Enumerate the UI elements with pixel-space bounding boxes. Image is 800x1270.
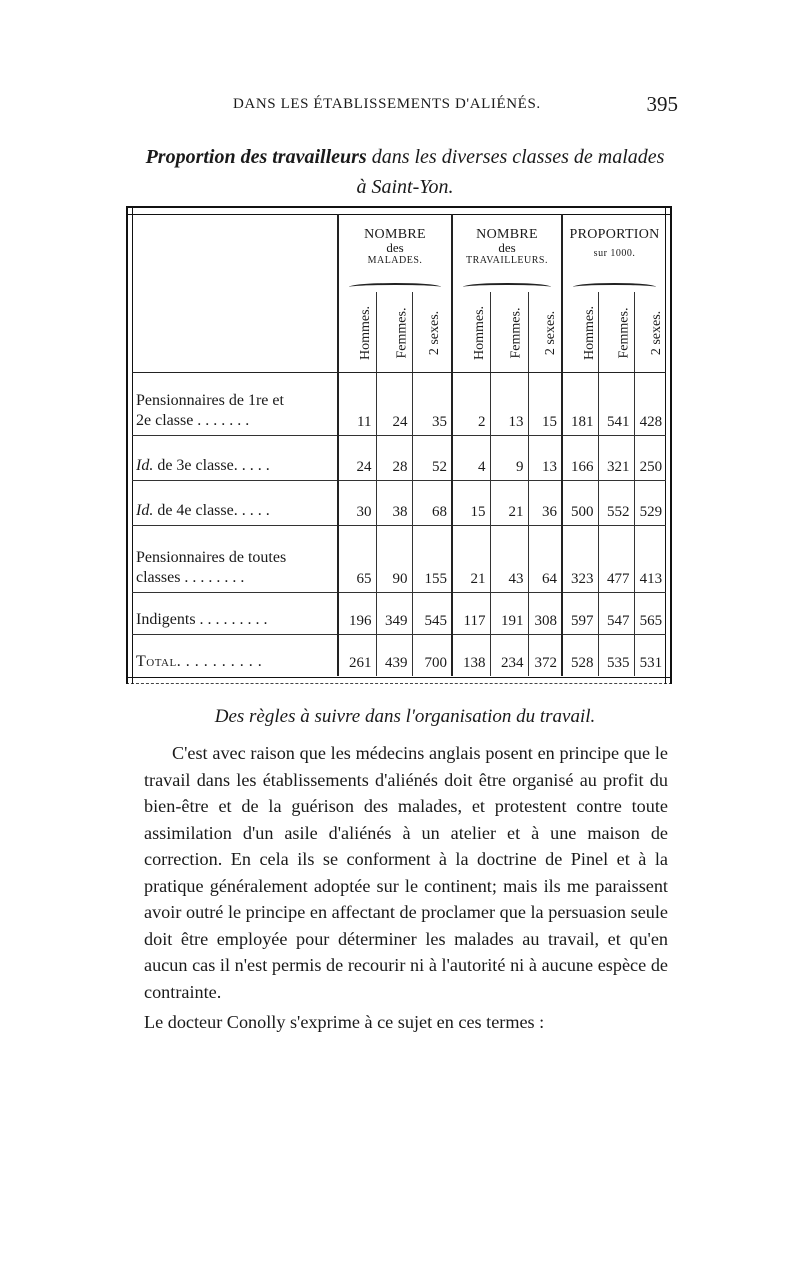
running-title: DANS LES ÉTABLISSEMENTS D'ALIÉNÉS. <box>233 96 541 112</box>
row-label: Id. de 4e classe. . . . . <box>132 481 338 526</box>
table-caption <box>125 142 685 202</box>
group-header-malades: NOMBRE des MALADES. <box>338 214 452 282</box>
group-header-proportion: PROPORTION sur 1000. <box>562 214 666 282</box>
subcol-label: 2 sexes. <box>542 310 558 356</box>
section-title: Des règles à suivre dans l'organisation du travail. <box>214 706 596 727</box>
subcol-label: Femmes. <box>616 307 632 359</box>
subcolumn-header-row <box>132 292 666 373</box>
paragraph: C'est avec raison que les médecins anglais posent en principe que le travail dans les établissements d'aliénés doit être organisé au profit du bien-être et de la guérison des malades, et protestent contre toute assimilation d'un asile d'aliénés à un atelier et à une maison de correction. En cela ils se conforment à la doctrine de Pinel et à la pratique généralement adoptée sur le continent; mais ils me paraissent avoir outré le principe en affectant de proclamer que la persuasion seule doit être employée pour déterminer les malades au travail, et qu'en aucun cas il n'est permis de recourir ni à l'autorité ni à aucune espèce de contrainte. <box>144 743 668 1002</box>
stats-table-frame <box>126 206 672 684</box>
subcol-label: Hommes. <box>582 305 598 361</box>
row-label: Pensionnaires de 1re et 2e classe . . . . . . . <box>132 373 338 436</box>
caption-bold: Proportion des travailleurs <box>145 146 367 168</box>
row-label: Pensionnaires de toutes classes . . . . . . . . <box>132 526 338 593</box>
running-header <box>130 92 678 122</box>
table-row-total: Total. . . . . . . . . . 261 439 700 138 234 372 528 535 531 <box>132 635 666 677</box>
row-label: Id. de 3e classe. . . . . <box>132 436 338 481</box>
subcol-label: 2 sexes. <box>648 310 664 356</box>
page-number: 395 <box>646 92 678 116</box>
table-row: Id. de 3e classe. . . . . 24 28 52 4 9 13 166 321 250 <box>132 436 666 481</box>
subcol-label: 2 sexes. <box>426 310 442 356</box>
subcol-label: Hommes. <box>472 305 488 361</box>
subcol-label: Femmes. <box>393 307 409 359</box>
paragraph: Le docteur Conolly s'exprime à ce sujet en ces termes : <box>144 1012 545 1032</box>
group-header-travailleurs: NOMBRE des TRAVAILLEURS. <box>452 214 562 282</box>
table-row: Indigents . . . . . . . . . 196 349 545 117 191 308 597 547 565 <box>132 593 666 635</box>
table-row: Pensionnaires de 1re et 2e classe . . . . . . . 11 24 35 2 13 15 181 541 428 <box>132 373 666 436</box>
stats-table <box>132 214 666 676</box>
table-row: Pensionnaires de toutes classes . . . . . . . . 65 90 155 21 43 64 323 477 413 <box>132 526 666 593</box>
row-label: Total. . . . . . . . . . <box>136 653 263 670</box>
subcol-label: Femmes. <box>507 307 523 359</box>
table-row: Id. de 4e classe. . . . . 30 38 68 15 21 36 500 552 529 <box>132 481 666 526</box>
subcol-label: Hommes. <box>358 305 374 361</box>
body-text <box>144 740 668 1036</box>
caption-rest: dans les diverses classes de malades <box>371 146 665 168</box>
caption-line2: à Saint-Yon. <box>356 176 454 198</box>
row-label: Indigents . . . . . . . . . <box>132 593 338 635</box>
